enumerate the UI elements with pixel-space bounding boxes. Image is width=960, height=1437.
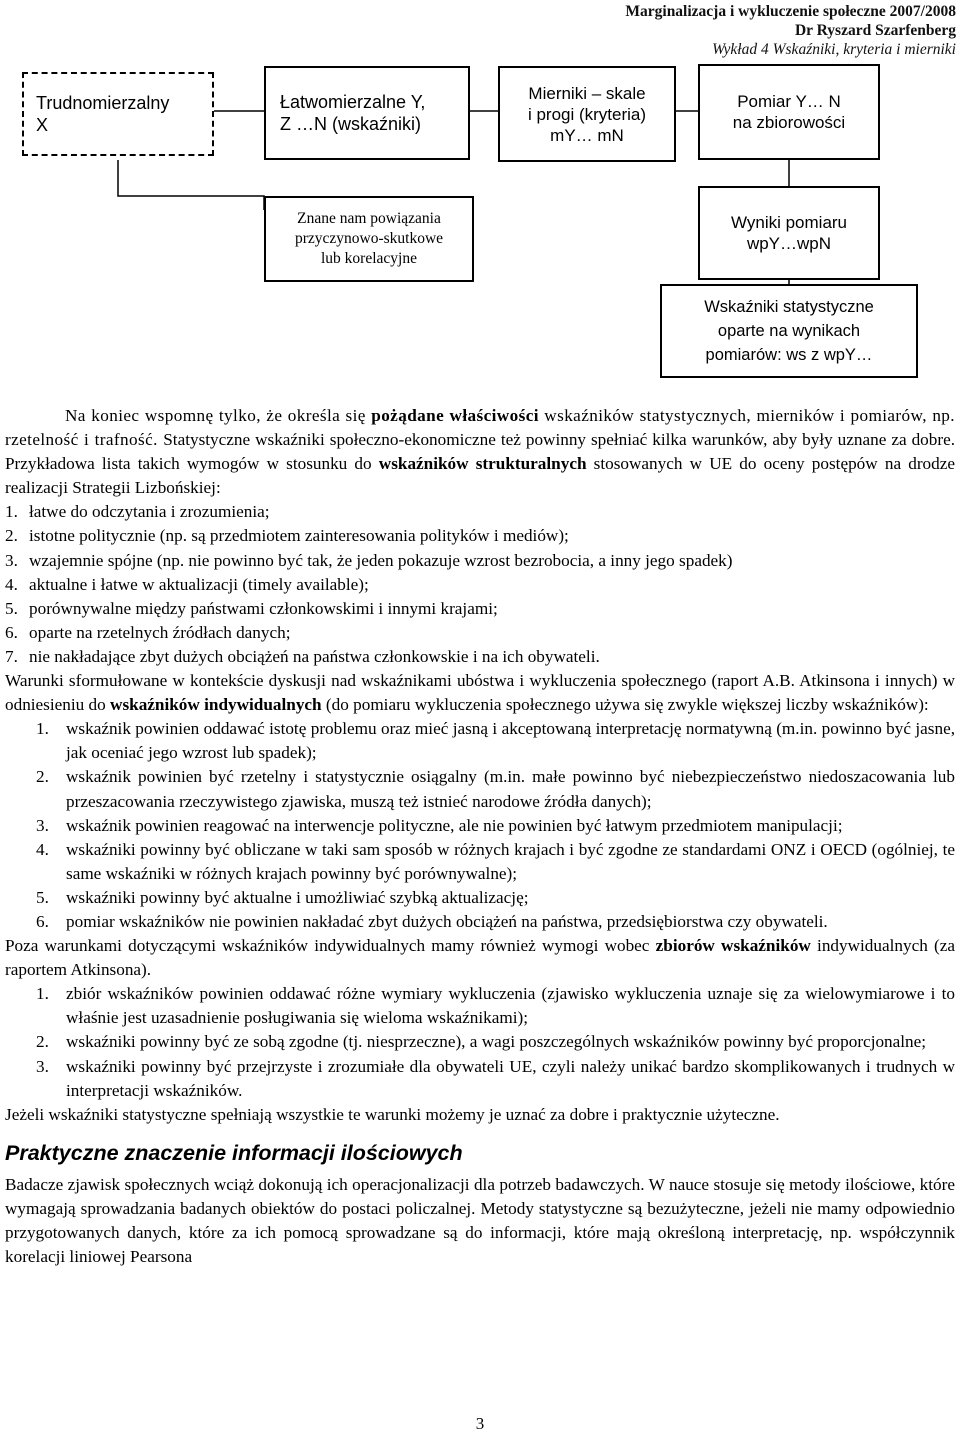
list-item-text: łatwe do odczytania i zrozumienia; [29, 502, 270, 522]
list-item-text: istotne politycznie (np. są przedmiotem zainteresowania polityków i mediów); [29, 526, 569, 546]
diagram-box-indicators [264, 66, 470, 160]
list-item-number: 4. [36, 839, 49, 859]
paragraph-individual-intro: Warunki sformułowane w kontekście dyskusji nad wskaźnikami ubóstwa i wykluczenia społecznego (raport A.B. Atkinsona i innych) w odniesieniu do wskaźników indywidualnych (do pomiaru wykluczenia społecznego używa się zwykle większej liczby wskaźników): [5, 671, 955, 715]
list-item-number: 4. [5, 574, 18, 594]
list-item-text: wskaźnik powinien być rzetelny i statystycznie osiągalny (m.in. małe powinno być niebezpieczeństwo niedoszacowania lub przeszacowania rzeczywistego zjawiska, muszą też istnieć narodowe źródła danych); [66, 767, 955, 811]
paragraph-quantitative: Badacze zjawisk społecznych wciąż dokonują ich operacjonalizacji dla potrzeb badawczych. W nauce stosuje się metody ilościowe, które wymagają sprowadzania badanych obiektów do postaci policzalnej. Metody statystyczne są bezużyteczne, jeżeli nie mamy odpowiednio przygotowanych danych, które za ich pomocą sprowadzane są do informacji, które mają określoną interpretację, np. współczynnik korelacji liniowej Pearsona [5, 1174, 955, 1267]
diagram-box-measures [498, 66, 676, 162]
list-item [5, 765, 955, 813]
diagram-box-relations [264, 196, 474, 282]
box-label: Pomiar Y… N na zbiorowości [732, 92, 846, 132]
diagram-box-results [698, 186, 880, 280]
list-item-number: 6. [36, 911, 49, 931]
list-item-text: porównywalne między państwami członkowskimi i innymi krajami; [29, 598, 498, 618]
list-item-number: 7. [5, 646, 18, 666]
list-item-number: 1. [36, 984, 49, 1004]
list-item [5, 814, 955, 838]
diagram-box-unmeasurable [22, 72, 214, 156]
list-item [5, 524, 955, 548]
list-item-number: 1. [36, 719, 49, 739]
header-lecture: Wykład 4 Wskaźniki, kryteria i mierniki [712, 41, 956, 58]
list-item-number: 3. [5, 550, 18, 570]
header-course: Marginalizacja i wykluczenie społeczne 2007/2008 [625, 3, 956, 20]
list-item [5, 838, 955, 886]
box-label: Wyniki pomiaru wpY…wpN [730, 213, 848, 253]
list-item-text: oparte na rzetelnych źródłach danych; [29, 622, 291, 642]
list-item-number: 2. [5, 526, 18, 546]
list-item-number: 3. [36, 1056, 49, 1076]
list-item [5, 717, 955, 765]
list-individual-requirements [5, 717, 955, 934]
box-label: Trudnomierzalny X [36, 93, 170, 135]
box-label: Znane nam powiązania przyczynowo-skutkowe lub korelacyjne [294, 210, 444, 267]
list-item-text: wskaźniki powinny być przejrzyste i zrozumiałe dla obywateli UE, czyli należy unikać bardzo skomplikowanych i trudnych w interpretacji wskaźników. [66, 1056, 955, 1100]
list-item-text: wskaźniki powinny być obliczane w taki sam sposób w różnych krajach i być zgodne ze standardami ONZ i OECD (ogólniej, te same wskaźniki w różnych krajach powinny być porównywalne); [66, 839, 955, 883]
paragraph-sets-intro: Poza warunkami dotyczącymi wskaźników indywidualnych mamy również wymogi wobec zbiorów wskaźników indywidualnych (za raportem Atkinsona). [5, 936, 955, 980]
list-item-number: 5. [5, 598, 18, 618]
list-item [5, 573, 955, 597]
list-item-text: nie nakładające zbyt dużych obciążeń na państwa członkowskie i na ich obywateli. [29, 646, 600, 666]
list-item-number: 5. [36, 887, 49, 907]
box-label: Wskaźniki statystyczne oparte na wynikach pomiarów: ws z wpY… [704, 298, 874, 364]
list-item-number: 2. [36, 767, 49, 787]
list-item [5, 910, 955, 934]
list-item [5, 549, 955, 573]
list-item-text: wskaźnik powinien oddawać istotę problemu oraz mieć jasną i akceptowaną interpretację normatywną (m.in. powinno być jasne, jak oceniać jego wzrost lub spadek); [66, 719, 955, 763]
list-item-text: zbiór wskaźników powinien oddawać różne wymiary wykluczenia (zjawisko wykluczenia uznaje się za wielowymiarowe i to właśnie jest uzasadnienie posługiwania się wieloma wskaźnikami); [66, 984, 955, 1028]
list-item [5, 500, 955, 524]
list-item [5, 886, 955, 910]
list-item [5, 1030, 955, 1054]
list-item-text: wskaźniki powinny być ze sobą zgodne (tj. niesprzeczne), a wagi poszczególnych wskaźników powinny być proporcjonalne; [66, 1032, 927, 1052]
list-item-text: wzajemnie spójne (np. nie powinno być tak, że jeden pokazuje wzrost bezrobocia, a inny jego spadek) [29, 550, 733, 570]
list-item-text: aktualne i łatwe w aktualizacji (timely available); [29, 574, 369, 594]
list-item [5, 1055, 955, 1103]
list-item-number: 2. [36, 1032, 49, 1052]
box-label: Mierniki – skale i progi (kryteria) mY… mN [527, 83, 647, 145]
list-item [5, 982, 955, 1030]
paragraph-conclusion: Jeżeli wskaźniki statystyczne spełniają wszystkie te warunki możemy je uznać za dobre i praktycznie użyteczne. [5, 1104, 780, 1124]
list-item-text: pomiar wskaźników nie powinien nakładać zbyt dużych obciążeń na państwa, przedsiębiorstwa czy obywateli. [66, 911, 828, 931]
list-item-text: wskaźnik powinien reagować na interwencje polityczne, ale nie powinien być łatwym przedmiotem manipulacji; [66, 815, 843, 835]
list-structural-requirements [5, 500, 955, 669]
diagram-box-statistics [660, 284, 918, 378]
list-item-number: 6. [5, 622, 18, 642]
paragraph-properties: Na koniec wspomnę tylko, że określa się pożądane właściwości wskaźników statystycznych, mierników i pomiarów, np. rzetelność i trafność. Statystyczne wskaźniki społeczno-ekonomiczne też powinny spełniać kilka warunków, aby były uznane za dobre. Przykładowa lista takich wymogów w stosunku do wskaźników strukturalnych stosowanych w UE do oceny postępów na drodze realizacji Strategii Lizbońskiej: [5, 406, 955, 498]
list-item-number: 3. [36, 815, 49, 835]
section-heading: Praktyczne znaczenie informacji ilościowych [5, 1140, 463, 1165]
connector-line [118, 160, 264, 210]
diagram-box-measurement [698, 64, 880, 160]
page-number: 3 [475, 1414, 485, 1433]
list-set-requirements [5, 982, 955, 1102]
list-item-number: 1. [5, 502, 18, 522]
list-item [5, 597, 955, 621]
document-body [5, 404, 955, 1269]
list-item [5, 645, 955, 669]
list-item-text: wskaźniki powinny być aktualne i umożliwiać szybką aktualizację; [66, 887, 529, 907]
header-author: Dr Ryszard Szarfenberg [794, 22, 956, 39]
list-item [5, 621, 955, 645]
box-label: Łatwomierzalne Y, Z …N (wskaźniki) [280, 92, 426, 134]
